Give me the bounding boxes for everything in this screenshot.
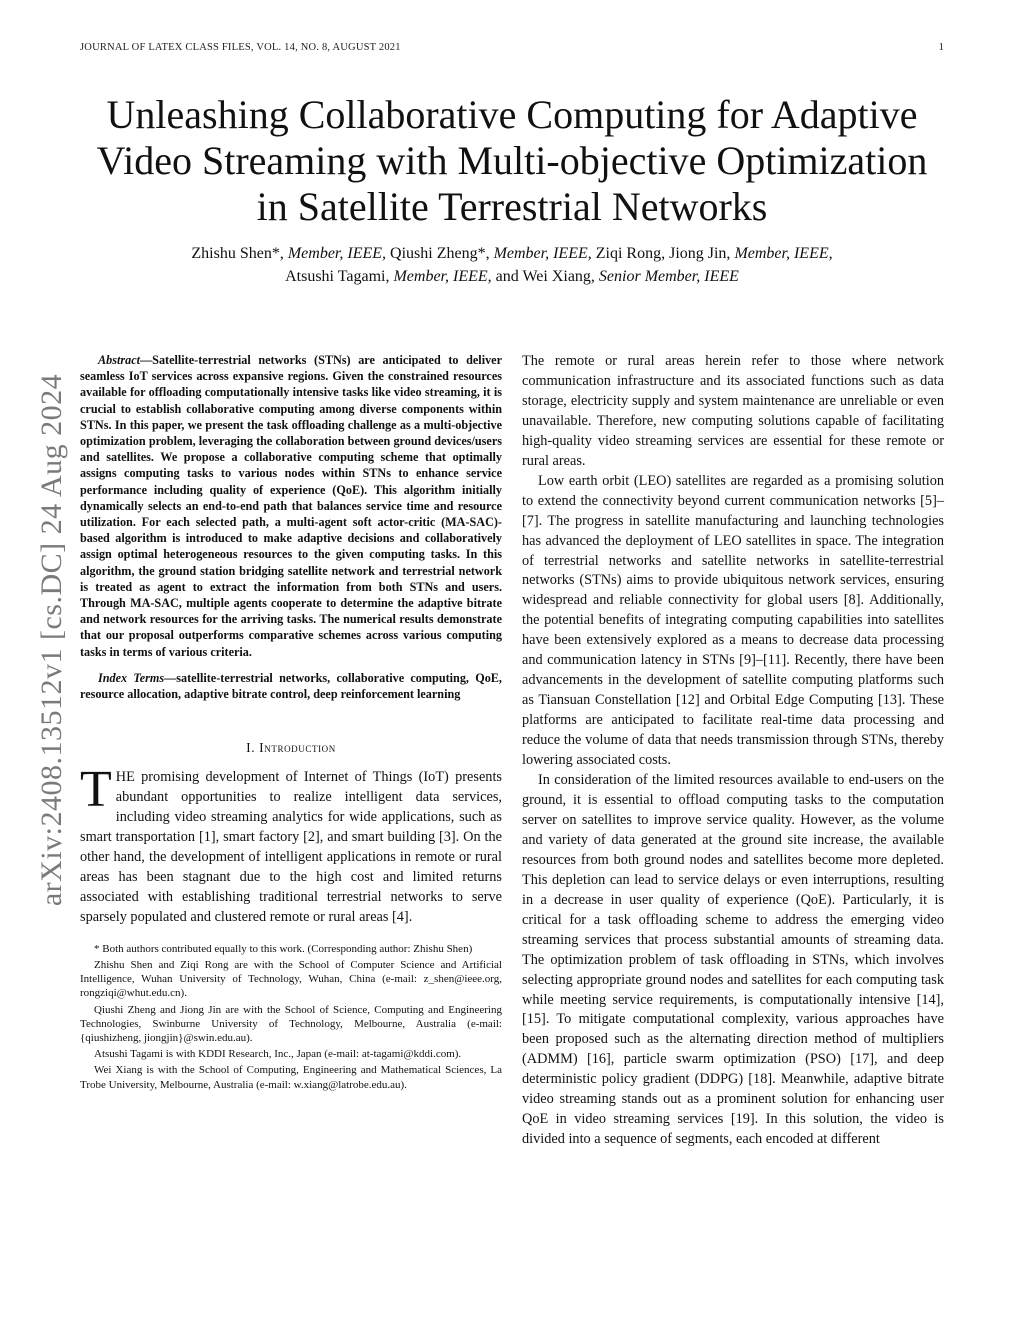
body-paragraph: The remote or rural areas herein refer to those where network communication infrastructure and its associated functions such as data storage, electricity supply and system maintenance are unreliable or even unavailable. Therefore, new computing solutions capable of facilitating high-quality video streaming services are essential for these remote or rural areas.	[522, 353, 944, 469]
footnote: Wei Xiang is with the School of Computing, Engineering and Mathematical Sciences, La Trobe University, Melbourne, Australia (e-mail: w.xiang@latrobe.edu.au).	[80, 1064, 502, 1091]
arxiv-sidebar-id: arXiv:2408.13512v1 [cs.DC] 24 Aug 2024	[35, 373, 68, 907]
title-line: Video Streaming with Multi-objective Optimization	[96, 138, 928, 183]
intro-paragraph	[80, 761, 502, 928]
author-role: Member, IEEE,	[393, 268, 492, 285]
body-paragraph: Low earth orbit (LEO) satellites are regarded as a promising solution to extend the connectivity beyond current communication networks [5]–[7]. The progress in satellite manufacturing and launching technologies has advanced the deployment of LEO satellites in space. The integration of terrestrial networks and satellite networks in satellite-terrestrial networks (STNs) aims to provide ubiquitous network services, ensuring widespread and reliable connectivity for global users [8]. Additionally, the potential benefits of integrating computing capabilities into satellites have been extensively explored as a means to decrease data processing and communication latency in STNs [9]–[11]. Recently, there have been advancements in the development of satellite computing platforms such as Tiansuan Constellation [12] and Orbital Edge Computing [13]. These platforms are anticipated to facilitate real-time data processing and reduce the volume of data that needs transmission through STNs, thereby lowering associated costs.	[522, 472, 944, 769]
page-number: 1	[938, 41, 944, 53]
body-paragraph: In consideration of the limited resources available to end-users on the ground, it is essential to offload computing tasks to the computation server on satellites to improve service quality. However, as the volume and variety of data generated at the ground site increase, the available resources from both ground nodes and satellites become more depleted. This depletion can lead to service delays or even interruptions, resulting in a decrease in user quality of experience (QoE). Particularly, it is critical for a task offloading scheme to address the emerging video streaming services that process substantial amounts of streaming data. The optimization problem of task offloading in STNs, which involves selecting appropriate ground nodes and satellites for each computing task while meeting service requirements, is computationally intensive [14], [15]. To mitigate computational complexity, various approaches have been proposed such as the alternating direction method of multipliers (ADMM) [16], particle swarm optimization (PSO) [17], and deep deterministic policy gradient (DDPG) [18]. Meanwhile, adaptive bitrate video streaming stands out as a prominent solution for enhancing user QoE in video streaming services [19]. In this solution, the video is divided into a sequence of segments, each encoded at different	[522, 772, 944, 1148]
author-line-2	[60, 265, 964, 288]
abstract	[80, 352, 502, 660]
author-role: Member, IEEE,	[493, 245, 592, 262]
right-column	[522, 352, 944, 1150]
left-column	[80, 352, 502, 1094]
author-role: Senior Member, IEEE	[598, 268, 739, 285]
index-terms-lead: Index Terms	[98, 670, 165, 685]
author-name: Qiushi Zheng*,	[386, 245, 494, 262]
abstract-body: —Satellite-terrestrial networks (STNs) are anticipated to deliver seamless IoT services across expansive regions. Given the constrained resources available for offloading computationally intensive tasks like video streaming, it is crucial to establish collaborative computing among diverse components within STNs. In this paper, we present the task offloading challenge as a multi-objective optimization problem, leveraging the collaboration between ground devices/users and satellites. We propose a collaborative computing scheme that optimally assigns computing tasks to various nodes within STNs to enhance service performance including quality of experience (QoE). This algorithm initially dynamically selects an end-to-end path that balances service time and resource utilization. For each selected path, a multi-agent soft actor-critic (MA-SAC)-based algorithm is introduced to make adaptive decisions and collaboratively assign optimal heterogeneous resources to the given computing tasks. In this algorithm, the ground station bridging satellite network and terrestrial network is treated as agent to extract the information from both STNs and users. Through MA-SAC, multiple agents cooperate to determine the adaptive bitrate and network resources for the arriving tasks. The numerical results demonstrate that our proposal outperforms comparative schemes across various computing tasks in terms of various criteria.	[80, 353, 502, 659]
author-line-1	[60, 242, 964, 265]
author-name: and Wei Xiang,	[491, 268, 599, 285]
index-terms-body: —satellite-terrestrial networks, collaborative computing, QoE, resource allocation, adaptive bitrate control, deep reinforcement learning	[80, 670, 502, 702]
intro-text: HE promising development of Internet of Things (IoT) presents abundant opportunities to realize intelligent data services, including video streaming analytics for wide applications, such as smart transportation [1], smart factory [2], and smart building [3]. On the other hand, the development of intelligent applications in remote or rural areas has been stagnant due to the high cost and limited returns associated with establishing traditional terrestrial networks to serve sparsely populated and clustered remote or rural areas [4].	[80, 769, 502, 925]
footnote: Qiushi Zheng and Jiong Jin are with the School of Science, Computing and Engineering Technologies, Swinburne University of Technology, Melbourne, Australia (e-mail: {qiushizheng, jiongjin}@swin.edu.au).	[80, 1003, 502, 1045]
footnote: * Both authors contributed equally to this work. (Corresponding author: Zhishu Shen)	[94, 942, 473, 955]
author-role: Member, IEEE,	[287, 245, 387, 262]
running-header: JOURNAL OF LATEX CLASS FILES, VOL. 14, NO. 8, AUGUST 2021	[80, 42, 401, 53]
drop-cap: T	[80, 761, 112, 819]
paper-title	[60, 92, 964, 230]
footnotes	[80, 942, 502, 1092]
section-heading-introduction: I. Introduction	[246, 740, 336, 756]
title-line: Unleashing Collaborative Computing for Adaptive	[106, 92, 918, 137]
title-line: in Satellite Terrestrial Networks	[256, 184, 768, 229]
author-list	[60, 242, 964, 288]
index-terms	[80, 670, 502, 702]
author-name: Atsushi Tagami,	[285, 268, 394, 285]
footnote: Atsushi Tagami is with KDDI Research, Inc., Japan (e-mail: at-tagami@kddi.com).	[94, 1048, 462, 1061]
footnote: Zhishu Shen and Ziqi Rong are with the School of Computer Science and Artificial Intelligence, Wuhan University of Technology, Wuhan, China (e-mail: z_shen@ieee.org, rongziqi@whut.edu.cn).	[80, 959, 502, 1000]
author-name: Zhishu Shen*,	[191, 245, 288, 262]
author-role: Member, IEEE,	[734, 245, 833, 262]
abstract-lead: Abstract	[98, 353, 140, 367]
author-name: Ziqi Rong, Jiong Jin,	[591, 245, 735, 262]
